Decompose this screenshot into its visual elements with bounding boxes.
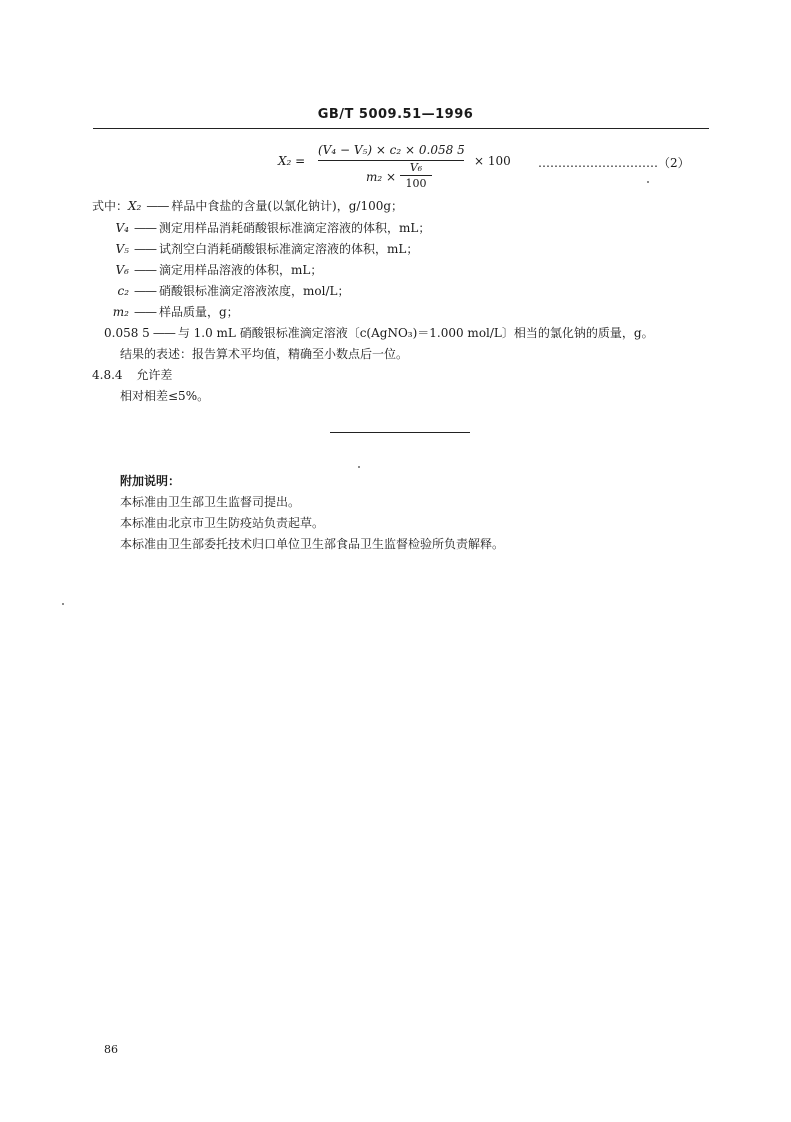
- appendix-line: 本标准由卫生部委托技术归口单位卫生部食品卫生监督检验所负责解释。: [120, 537, 505, 551]
- definition-text: 样品质量，g；: [159, 305, 239, 319]
- definition-line: 式中：X₂ —— 样品中食盐的含量(以氯化钠计)，g/100g；: [92, 199, 404, 213]
- definition-text: 测定用样品消耗硝酸银标准滴定溶液的体积，mL；: [159, 221, 431, 235]
- definition-line: m₂ —— 样品质量，g；: [85, 303, 239, 320]
- definition-symbol: c₂: [117, 284, 129, 298]
- denominator-fraction: [400, 161, 432, 190]
- denominator-fraction-bar: [400, 175, 432, 176]
- definition-text: 样品中食盐的含量(以氯化钠计)，g/100g；: [171, 199, 404, 213]
- scan-speck: [647, 181, 649, 183]
- section-heading: [92, 366, 172, 383]
- denominator-mass: m₂ ×: [366, 170, 397, 184]
- appendix-line: 本标准由卫生部卫生监督司提出。: [120, 495, 301, 509]
- definition-symbol: V₄: [115, 221, 129, 235]
- definition-symbol: X₂: [128, 199, 142, 213]
- result-statement: 结果的表述：报告算术平均值，精确至小数点后一位。: [120, 347, 409, 361]
- scan-speck: [62, 603, 64, 605]
- definition-symbol: V₆: [115, 263, 129, 277]
- definition-line: V₅ —— 试剂空白消耗硝酸银标准滴定溶液的体积，mL；: [85, 240, 418, 257]
- definition-symbol: V₅: [115, 242, 129, 256]
- formula-multiplier: × 100: [474, 154, 511, 168]
- formula-denominator: [318, 161, 464, 193]
- definition-line: c₂ —— 硝酸银标准滴定溶液浓度，mol/L；: [85, 282, 349, 299]
- formula-fraction: [318, 143, 464, 193]
- scan-speck: [358, 466, 360, 468]
- definition-text: 滴定用样品溶液的体积，mL；: [159, 263, 323, 277]
- definition-symbol: m₂: [112, 305, 129, 319]
- denominator-fraction-num: V₆: [409, 161, 423, 174]
- constant-value: 0.058 5: [104, 326, 150, 340]
- section-title: 允许差: [136, 368, 173, 382]
- header-rule: [93, 128, 709, 129]
- definition-lead: 式中：: [92, 199, 129, 213]
- definition-text: 试剂空白消耗硝酸银标准滴定溶液的体积，mL；: [159, 242, 419, 256]
- formula-lhs: X₂ =: [278, 154, 306, 168]
- definition-text: 硝酸银标准滴定溶液浓度，mol/L；: [159, 284, 350, 298]
- appendix-title: 附加说明：: [120, 474, 181, 488]
- definition-line: V₆ —— 滴定用样品溶液的体积，mL；: [85, 261, 322, 278]
- denominator-fraction-den: 100: [405, 177, 427, 190]
- equation-number: …………………………（2）: [538, 156, 690, 170]
- end-divider: [330, 432, 470, 433]
- tolerance-statement: 相对相差≤5%。: [120, 389, 210, 403]
- definition-line: V₄ —— 测定用样品消耗硝酸银标准滴定溶液的体积，mL；: [85, 219, 430, 236]
- formula-numerator: (V₄ − V₅) × c₂ × 0.058 5: [318, 143, 465, 157]
- section-number: 4.8.4: [92, 368, 123, 382]
- document-code-header: GB/T 5009.51—1996: [317, 107, 474, 122]
- appendix-line: 本标准由北京市卫生防疫站负责起草。: [120, 516, 325, 530]
- page-number: 86: [104, 1043, 118, 1056]
- constant-definition: 0.058 5 —— 与 1.0 mL 硝酸银标准滴定溶液〔c(AgNO₃)＝1.000 mol/L〕相当的氯化钠的质量，g。: [104, 326, 654, 340]
- constant-text: 与 1.0 mL 硝酸银标准滴定溶液〔c(AgNO₃)＝1.000 mol/L〕相当的氯化钠的质量，g。: [177, 326, 654, 340]
